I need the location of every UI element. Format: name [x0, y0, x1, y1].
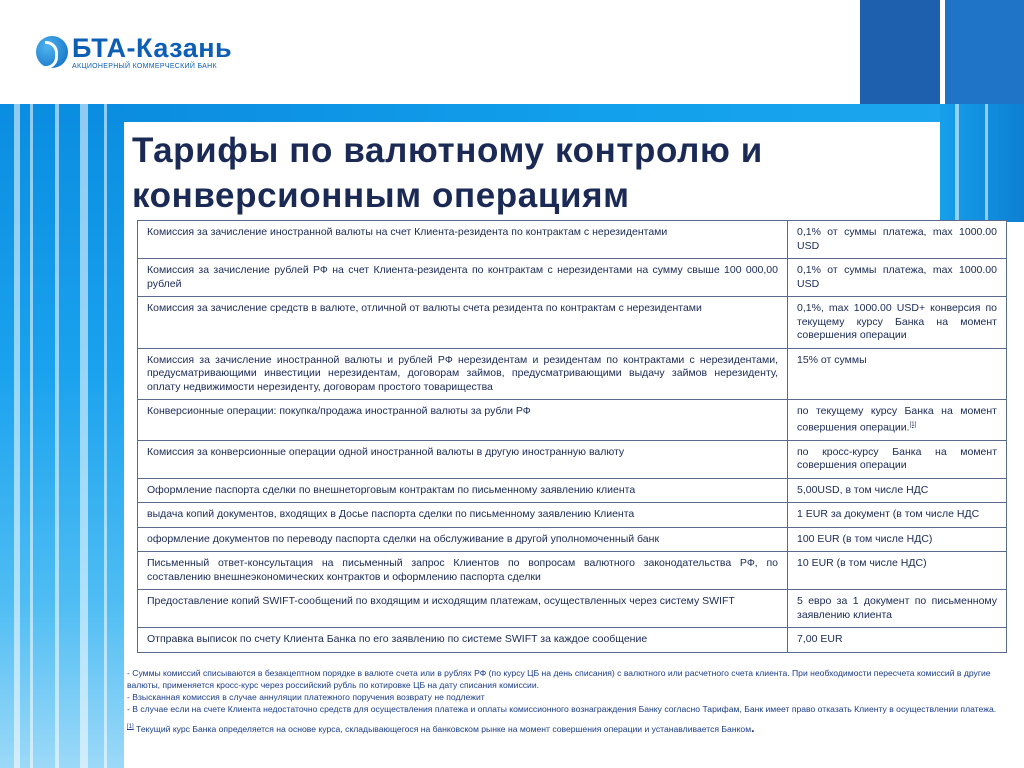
decor-stripe: [30, 104, 33, 768]
fee-text: 7,00 EUR: [797, 633, 843, 645]
fee-cell: [788, 552, 1007, 590]
fee-text: 15% от суммы: [797, 353, 867, 366]
fee-text: 0,1% от суммы платежа, max 1000.00 USD: [797, 226, 997, 252]
notes-block: [127, 667, 1007, 735]
fee-text: 5,00USD, в том числе НДС: [797, 483, 929, 496]
fee-cell: [788, 348, 1007, 400]
service-cell: Комиссия за конверсионные операции одной иностранной валюты в другую иностранную валюту: [138, 440, 788, 478]
bank-logo: [36, 34, 232, 70]
footnote: [127, 721, 1007, 735]
decor-stripe: [955, 104, 959, 222]
service-cell: Комиссия за зачисление иностранной валюты и рублей РФ нерезидентам и резидентам по контрактами с нерезидентами, предусматривающими инвестиции нерезидентам, договорам займов, предусматривающими выдачу займов нерезиденту, оплату недвижимости нерезиденту, договорам простого товарищества: [138, 348, 788, 400]
service-cell: Предоставление копий SWIFT-сообщений по входящим и исходящим платежам, осуществленных через систему SWIFT: [138, 590, 788, 628]
table-row: [138, 590, 1007, 628]
fee-cell: [788, 400, 1007, 441]
footnote-text: Текущий курс Банка определяется на основе курса, складывающегося на банковском рынке на момент совершения операции и устанавливается Банком: [133, 723, 752, 734]
table-row: [138, 400, 1007, 441]
decor-top-band: [0, 104, 1024, 122]
fee-text: 1 EUR за документ (в том числе НДС: [797, 508, 980, 520]
fee-text: 10 EUR (в том числе НДС): [797, 557, 927, 569]
service-cell: выдача копий документов, входящих в Досье паспорта сделки по письменному заявлению Клиента: [138, 503, 788, 528]
service-cell: Оформление паспорта сделки по внешнеторговым контрактам по письменному заявлению клиента: [138, 478, 788, 503]
service-cell: Отправка выписок по счету Клиента Банка по его заявлению по системе SWIFT за каждое сообщение: [138, 628, 788, 653]
table-row: [138, 297, 1007, 349]
footnote-end: .: [751, 720, 755, 735]
decor-right-block: [940, 104, 1024, 222]
fee-cell: [788, 440, 1007, 478]
bank-subtitle: АКЦИОНЕРНЫЙ КОММЕРЧЕСКИЙ БАНК: [72, 63, 217, 70]
fee-text: 100 EUR (в том числе НДС): [797, 532, 933, 545]
footnote-ref-link[interactable]: [1]: [127, 724, 134, 730]
table-row: [138, 628, 1007, 653]
fee-text: 0,1% от суммы платежа, max 1000.00 USD: [797, 264, 997, 290]
note-item: - Суммы комиссий списываются в безакцептном порядке в валюте счета или в рублях РФ (по курсу ЦБ на день списания) с валютного или расчетного счета клиента. При необходимости пересчета комиссий в другие валюты, применяется кросс-курс через российский рубль по котировке ЦБ на дату списания комиссии.: [127, 668, 991, 690]
table-row: [138, 478, 1007, 503]
fee-cell: [788, 259, 1007, 297]
decor-bar-dark: [860, 0, 940, 104]
table-row: [138, 440, 1007, 478]
decor-stripe: [80, 104, 88, 768]
tariffs-table: [137, 220, 1007, 653]
table-row: [138, 348, 1007, 400]
note-item: - В случае если на счете Клиента недостаточно средств для осуществления платежа и оплаты комиссионного вознаграждения Банку согласно Тарифам, Банк имеет право отказать Клиенту в осуществлении платежа.: [127, 704, 997, 714]
table-row: [138, 221, 1007, 259]
bank-logo-icon: [36, 36, 68, 68]
fee-cell: [788, 590, 1007, 628]
bank-name: БТА-Казань: [72, 33, 233, 63]
service-cell: Комиссия за зачисление рублей РФ на счет Клиента-резидента по контрактам с нерезидентами на сумму свыше 100 000,00 рублей: [138, 259, 788, 297]
fee-cell: [788, 478, 1007, 503]
fee-text: по текущему курсу Банка на момент совершения операции.: [797, 405, 997, 433]
decor-stripe: [55, 104, 59, 768]
fee-cell: [788, 297, 1007, 349]
slide-title: Тарифы по валютному контролю и конверсионным операциям: [132, 131, 763, 215]
service-cell: Комиссия за зачисление средств в валюте, отличной от валюты счета резидента по контрактам с нерезидентами: [138, 297, 788, 349]
service-cell: Письменный ответ-консультация на письменный запрос Клиентов по вопросам валютного законодательства РФ, по составлению внешнеэкономических контрактов и оформлению паспорта сделки: [138, 552, 788, 590]
decor-stripe: [985, 104, 988, 222]
table-row: [138, 259, 1007, 297]
fee-cell: [788, 503, 1007, 528]
bank-logo-text: [72, 34, 232, 70]
fee-cell: [788, 628, 1007, 653]
service-cell: Комиссия за зачисление иностранной валюты на счет Клиента-резидента по контрактам с нерезидентами: [138, 221, 788, 259]
fee-text: по кросс-курсу Банка на момент совершения операции: [797, 445, 997, 471]
fee-cell: [788, 221, 1007, 259]
decor-stripe: [104, 104, 107, 768]
fee-cell: [788, 527, 1007, 552]
table-row: [138, 552, 1007, 590]
service-cell: оформление документов по переводу паспорта сделки на обслуживание в другой уполномоченный банк: [138, 527, 788, 552]
note-item: - Взысканная комиссия в случае аннуляции платежного поручения возврату не подлежит: [127, 692, 485, 702]
fee-text: 0,1%, max 1000.00 USD+ конверсия по текущему курсу Банка на момент совершения операции: [797, 302, 997, 341]
table-row: [138, 503, 1007, 528]
service-cell: Конверсионные операции: покупка/продажа иностранной валюты за рубли РФ: [138, 400, 788, 441]
table-row: [138, 527, 1007, 552]
footnote-ref-link[interactable]: [1]: [909, 421, 917, 428]
fee-text: 5 евро за 1 документ по письменному заявлению клиента: [797, 595, 997, 621]
decor-bar-blue: [945, 0, 1024, 104]
decor-stripe: [14, 104, 20, 768]
